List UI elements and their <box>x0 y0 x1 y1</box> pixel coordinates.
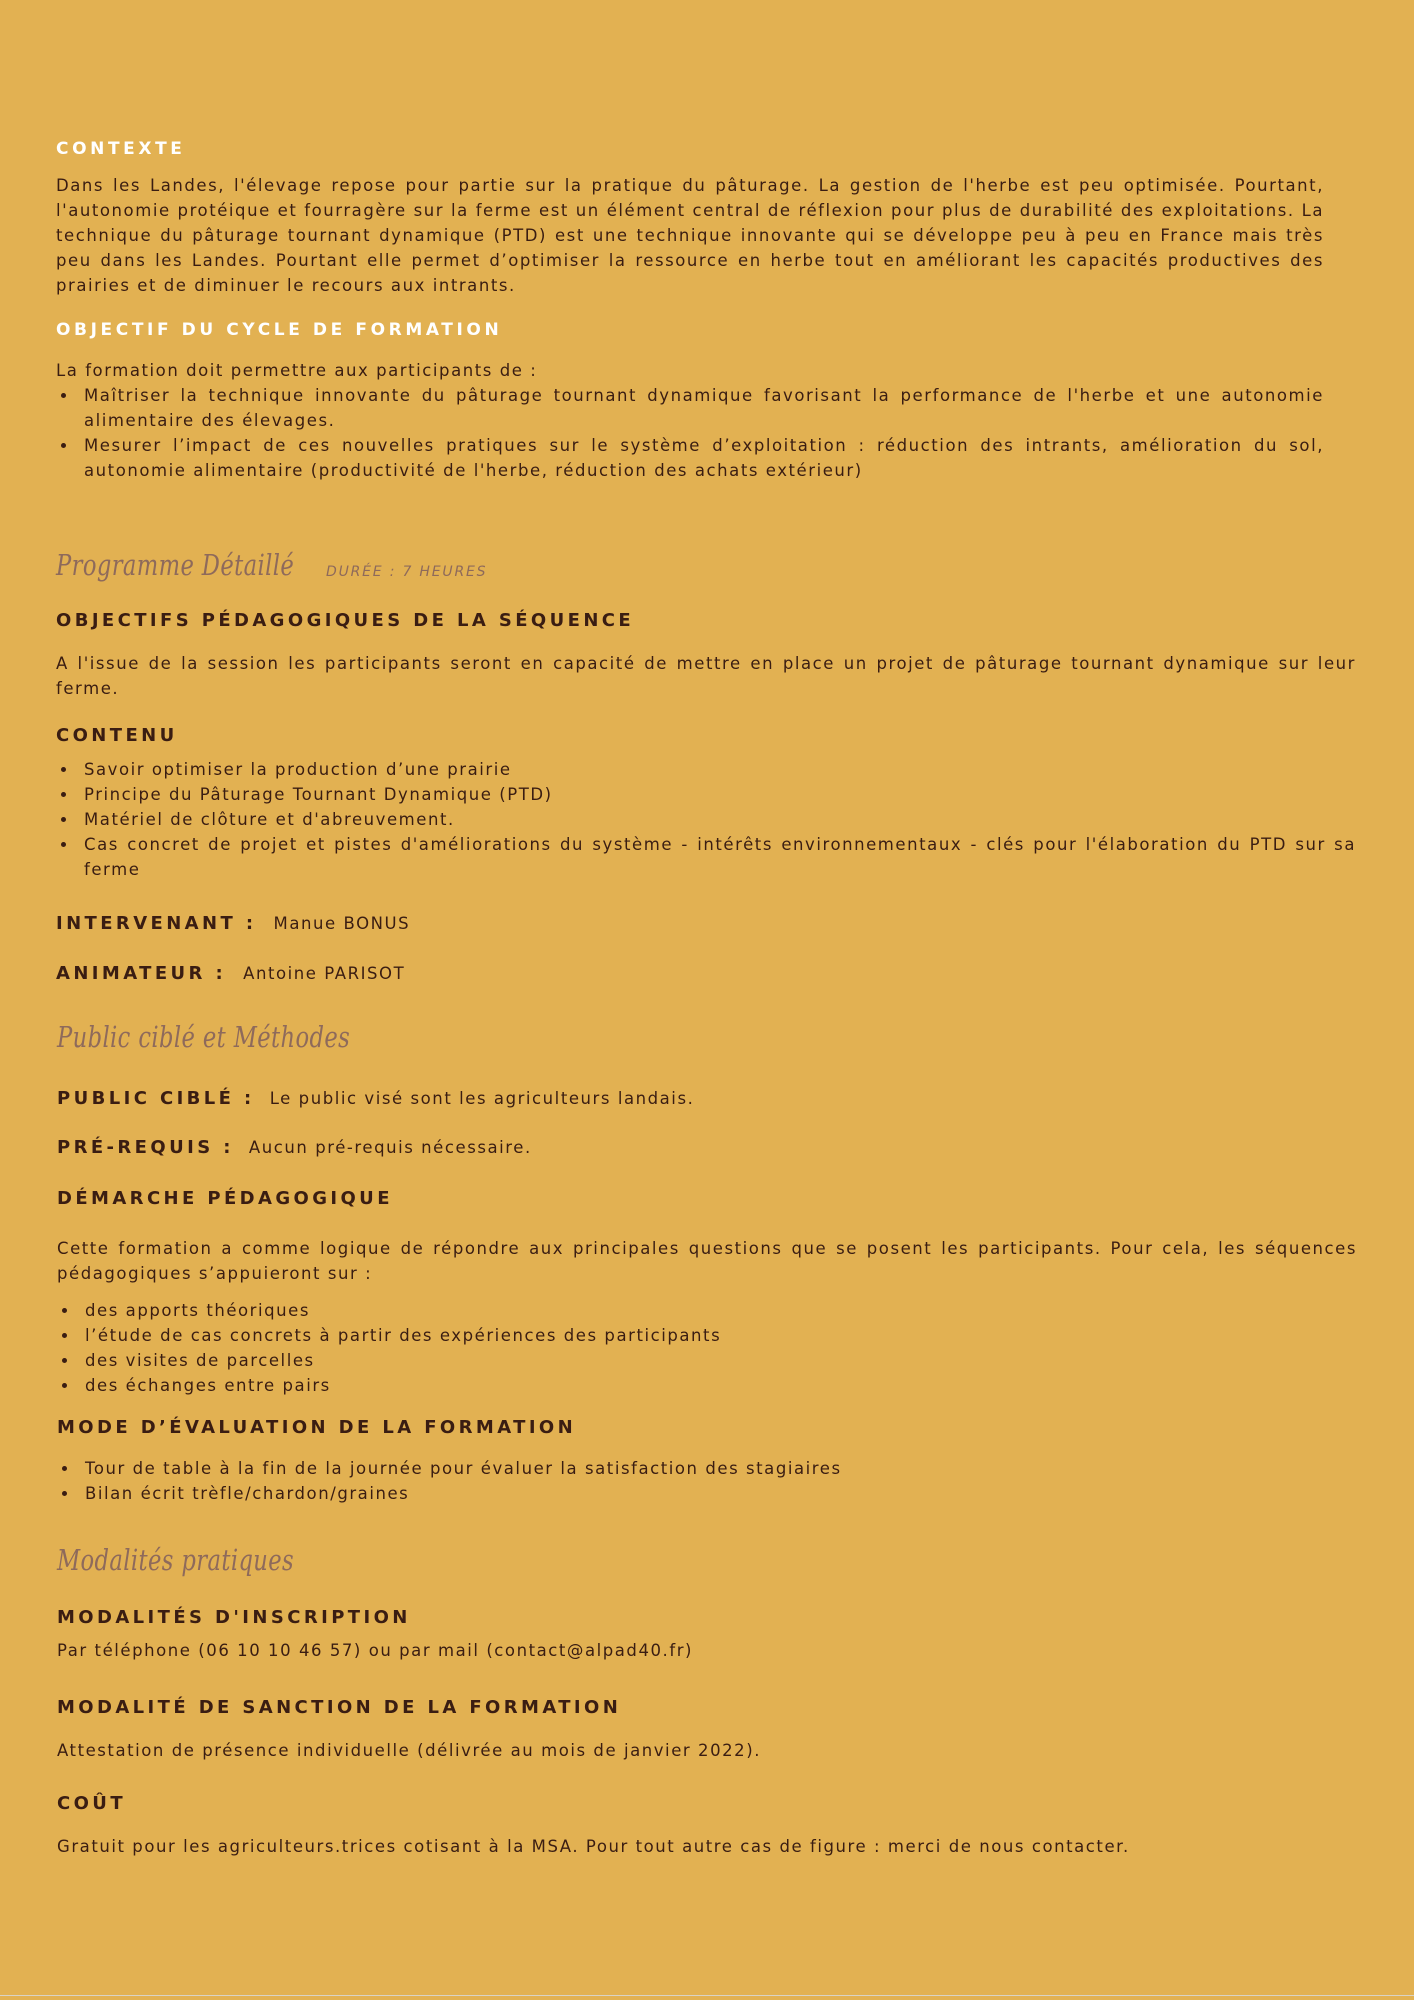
list-item: l’étude de cas concrets à partir des expériences des participants <box>57 1323 1357 1348</box>
intervenant-label: INTERVENANT : <box>56 913 257 934</box>
list-item: des apports théoriques <box>57 1298 1357 1323</box>
objectif-list <box>56 383 1324 483</box>
contexte-heading: CONTEXTE <box>56 139 186 159</box>
evaluation-list <box>57 1456 1357 1506</box>
list-item: Tour de table à la fin de la journée pour évaluer la satisfaction des stagiaires <box>57 1456 1357 1481</box>
list-item: Maîtriser la technique innovante du pâturage tournant dynamique favorisant la performance de l'herbe et une autonomie alimentaire des élevages. <box>56 383 1324 433</box>
objectif-intro: La formation doit permettre aux participants de : <box>56 361 538 380</box>
page-bottom-divider <box>0 1995 1414 1996</box>
animateur-row <box>56 963 405 984</box>
demarche-text: Cette formation a comme logique de répondre aux principales questions que se posent les participants. Pour cela, les séquences pédagogiques s’appuieront sur : <box>57 1239 1357 1283</box>
contexte-text: Dans les Landes, l'élevage repose pour partie sur la pratique du pâturage. La gestion de l'herbe est peu optimisée. Pourtant, l'autonomie protéique et fourragère sur la ferme est un élément central de réflexion pour plus de durabilité des exploitations. La technique du pâturage tournant dynamique (PTD) est une technique innovante qui se développe peu à peu en France mais très peu dans les Landes. Pourtant elle permet d’optimiser la ressource en herbe tout en améliorant les capacités productives des prairies et de diminuer le recours aux intrants. <box>56 176 1324 295</box>
cout-text: Gratuit pour les agriculteurs.trices cotisant à la MSA. Pour tout autre cas de figure : merci de nous contacter. <box>57 1837 1130 1856</box>
inscription-text: Par téléphone (06 10 10 46 57) ou par mail (contact@alpad40.fr) <box>57 1641 694 1660</box>
prerequis-value: Aucun pré-requis nécessaire. <box>248 1138 532 1157</box>
sanction-text: Attestation de présence individuelle (délivrée au mois de janvier 2022). <box>57 1741 761 1760</box>
contenu-heading: CONTENU <box>56 725 178 746</box>
list-item: des visites de parcelles <box>57 1348 1357 1373</box>
public-title: Public ciblé et Méthodes <box>57 1020 351 1054</box>
sanction-heading: MODALITÉ DE SANCTION DE LA FORMATION <box>57 1697 622 1718</box>
public-cible-value: Le public visé sont les agriculteurs landais. <box>269 1089 695 1108</box>
list-item: des échanges entre pairs <box>57 1373 1357 1398</box>
modalites-title: Modalités pratiques <box>57 1543 295 1577</box>
evaluation-heading: MODE D’ÉVALUATION DE LA FORMATION <box>57 1417 577 1438</box>
list-item: Savoir optimiser la production d’une prairie <box>56 757 1356 782</box>
objectif-heading: OBJECTIF DU CYCLE DE FORMATION <box>56 320 503 340</box>
demarche-heading: DÉMARCHE PÉDAGOGIQUE <box>57 1188 393 1209</box>
duree-label: DURÉE : 7 HEURES <box>326 564 488 580</box>
list-item: Matériel de clôture et d'abreuvement. <box>56 807 1356 832</box>
list-item: Principe du Pâturage Tournant Dynamique (PTD) <box>56 782 1356 807</box>
prerequis-label: PRÉ-REQUIS : <box>57 1137 234 1158</box>
prerequis-row <box>57 1137 532 1158</box>
public-cible-label: PUBLIC CIBLÉ : <box>57 1088 255 1109</box>
list-item: Cas concret de projet et pistes d'améliorations du système - intérêts environnementaux - clés pour l'élaboration du PTD sur sa ferme <box>56 832 1356 882</box>
cout-heading: COÛT <box>57 1793 127 1814</box>
objectifs-pedagogiques-heading: OBJECTIFS PÉDAGOGIQUES DE LA SÉQUENCE <box>56 610 635 631</box>
objectifs-pedagogiques-text: A l'issue de la session les participants seront en capacité de mettre en place un projet de pâturage tournant dynamique sur leur ferme. <box>56 654 1356 698</box>
public-cible-row <box>57 1088 694 1109</box>
list-item: Mesurer l’impact de ces nouvelles pratiques sur le système d’exploitation : réduction des intrants, amélioration du sol, autonomie alimentaire (productivité de l'herbe, réduction des achats extérieur) <box>56 433 1324 483</box>
demarche-list <box>57 1298 1357 1398</box>
programme-title: Programme Détaillé <box>56 548 295 582</box>
contenu-list <box>56 757 1356 882</box>
intervenant-row <box>56 913 410 934</box>
intervenant-value: Manue BONUS <box>273 914 411 933</box>
animateur-value: Antoine PARISOT <box>243 964 406 983</box>
list-item: Bilan écrit trèfle/chardon/graines <box>57 1481 1357 1506</box>
animateur-label: ANIMATEUR : <box>56 963 227 984</box>
inscription-heading: MODALITÉS D'INSCRIPTION <box>57 1607 411 1628</box>
